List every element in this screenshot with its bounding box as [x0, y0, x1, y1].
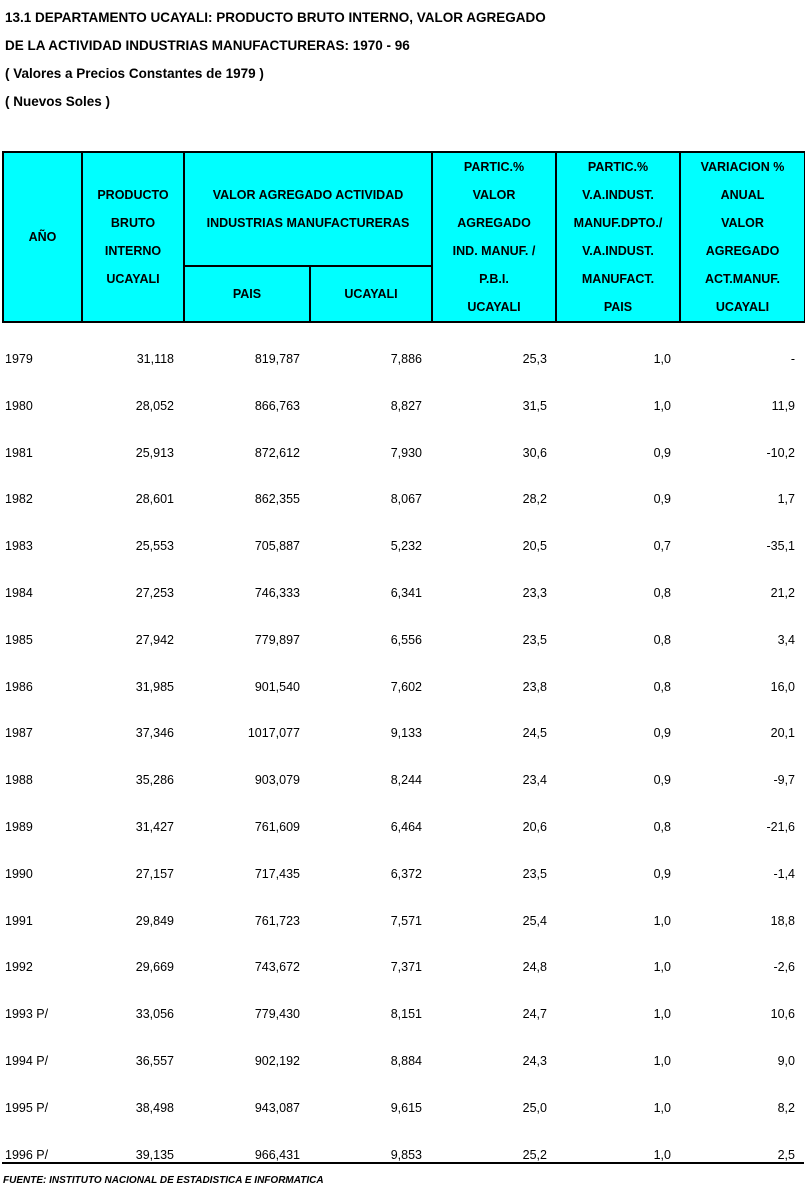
cell-ucayali: 6,556 — [390, 632, 422, 647]
cell-ucayali: 8,244 — [390, 773, 422, 788]
cell-pais: 966,431 — [254, 1147, 300, 1162]
table-row — [0, 443, 805, 463]
cell-partic-dpto: 0,9 — [653, 773, 671, 788]
cell-pais: 717,435 — [254, 866, 300, 881]
cell-partic-dpto: 0,7 — [653, 539, 671, 554]
cell-year: 1981 — [5, 445, 33, 460]
table-row — [0, 1051, 805, 1071]
cell-pbi: 27,942 — [135, 632, 174, 647]
cell-ucayali: 9,133 — [390, 726, 422, 741]
cell-year: 1992 — [5, 960, 33, 975]
cell-year: 1987 — [5, 726, 33, 741]
cell-partic-pbi: 23,8 — [522, 679, 547, 694]
cell-pbi: 39,135 — [135, 1147, 174, 1162]
cell-year: 1983 — [5, 539, 33, 554]
cell-pais: 902,192 — [254, 1054, 300, 1068]
cell-year: 1991 — [5, 913, 33, 928]
cell-ucayali: 9,615 — [390, 1100, 422, 1115]
cell-pais: 1017,077 — [247, 726, 300, 741]
cell-pbi: 31,985 — [135, 679, 174, 694]
cell-partic-pbi: 24,7 — [522, 1007, 547, 1022]
cell-variacion: 21,2 — [770, 586, 795, 600]
cell-year: 1988 — [5, 773, 33, 788]
cell-year: 1993 P/ — [5, 1007, 49, 1022]
cell-pais: 901,540 — [254, 679, 300, 694]
cell-variacion: 1,7 — [777, 492, 795, 507]
cell-partic-pbi: 23,5 — [522, 632, 547, 647]
table-row — [0, 677, 805, 697]
cell-partic-dpto: 0,9 — [653, 492, 671, 507]
cell-partic-pbi: 25,3 — [522, 352, 547, 366]
cell-partic-pbi: 31,5 — [522, 398, 547, 413]
cell-year: 1979 — [5, 352, 33, 366]
cell-pbi: 35,286 — [135, 773, 174, 788]
header-variacion: VARIACION % ANUAL VALOR AGREGADO ACT.MANUF. UCAYALI — [680, 152, 805, 322]
cell-pais: 872,612 — [254, 445, 300, 460]
cell-partic-dpto: 1,0 — [653, 913, 671, 928]
cell-pbi: 29,669 — [135, 960, 174, 975]
cell-partic-dpto: 0,8 — [653, 679, 671, 694]
cell-variacion: 9,0 — [777, 1054, 795, 1068]
header-anio: AÑO — [3, 152, 82, 322]
cell-partic-pbi: 25,4 — [522, 913, 547, 928]
table-row — [0, 911, 805, 931]
cell-variacion: -35,1 — [766, 539, 795, 554]
cell-partic-dpto: 0,9 — [653, 445, 671, 460]
cell-ucayali: 8,151 — [390, 1007, 422, 1022]
header-partic-dpto: PARTIC.% V.A.INDUST. MANUF.DPTO./ V.A.INDUST. MANUFACT. PAIS — [556, 152, 680, 322]
cell-partic-dpto: 1,0 — [653, 960, 671, 975]
cell-year: 1990 — [5, 866, 33, 881]
table-row — [0, 536, 805, 556]
cell-partic-pbi: 30,6 — [522, 445, 547, 460]
cell-partic-dpto: 1,0 — [653, 1054, 671, 1068]
cell-partic-dpto: 1,0 — [653, 1007, 671, 1022]
title-line-3: ( Valores a Precios Constantes de 1979 ) — [5, 66, 264, 81]
cell-partic-dpto: 1,0 — [653, 398, 671, 413]
header-ucayali: UCAYALI — [310, 266, 432, 322]
cell-partic-dpto: 0,9 — [653, 866, 671, 881]
cell-variacion: 10,6 — [770, 1007, 795, 1022]
cell-pbi: 25,553 — [135, 539, 174, 554]
cell-ucayali: 6,372 — [390, 866, 422, 881]
cell-ucayali: 5,232 — [390, 539, 422, 554]
cell-year: 1982 — [5, 492, 33, 507]
cell-ucayali: 6,464 — [390, 820, 422, 834]
cell-ucayali: 7,371 — [390, 960, 422, 975]
cell-pais: 862,355 — [254, 492, 300, 507]
cell-partic-dpto: 1,0 — [653, 352, 671, 366]
cell-pais: 746,333 — [254, 586, 300, 600]
cell-year: 1995 P/ — [5, 1100, 49, 1115]
table-row — [0, 630, 805, 650]
cell-partic-pbi: 24,5 — [522, 726, 547, 741]
cell-pbi: 33,056 — [135, 1007, 174, 1022]
cell-partic-pbi: 24,8 — [522, 960, 547, 975]
cell-variacion: 3,4 — [777, 632, 795, 647]
table-row — [0, 583, 805, 603]
cell-ucayali: 8,827 — [390, 398, 422, 413]
cell-ucayali: 7,930 — [390, 445, 422, 460]
cell-partic-pbi: 28,2 — [522, 492, 547, 507]
table-row — [0, 770, 805, 790]
cell-variacion: -2,6 — [773, 960, 795, 975]
cell-pais: 761,723 — [254, 913, 300, 928]
cell-partic-pbi: 25,2 — [522, 1147, 547, 1162]
cell-ucayali: 7,571 — [390, 913, 422, 928]
table-row — [0, 396, 805, 416]
cell-pais: 819,787 — [254, 352, 300, 366]
cell-variacion: -21,6 — [766, 820, 795, 834]
cell-partic-pbi: 25,0 — [522, 1100, 547, 1115]
source-footnote: FUENTE: INSTITUTO NACIONAL DE ESTADISTICA E INFORMATICA — [3, 1175, 324, 1186]
cell-pbi: 27,253 — [135, 586, 174, 600]
cell-ucayali: 9,853 — [390, 1147, 422, 1162]
cell-variacion: 20,1 — [770, 726, 795, 741]
cell-pbi: 28,601 — [135, 492, 174, 507]
header-partic-pbi: PARTIC.% VALOR AGREGADO IND. MANUF. / P.B.I. UCAYALI — [432, 152, 556, 322]
cell-variacion: - — [790, 352, 795, 366]
cell-pais: 761,609 — [254, 820, 300, 834]
table-row — [0, 1098, 805, 1118]
cell-year: 1984 — [5, 586, 33, 600]
cell-partic-dpto: 1,0 — [653, 1147, 671, 1162]
table-row — [0, 723, 805, 743]
cell-year: 1985 — [5, 632, 33, 647]
cell-partic-dpto: 0,9 — [653, 726, 671, 741]
cell-pbi: 25,913 — [135, 445, 174, 460]
document-title — [5, 8, 546, 120]
cell-ucayali: 7,602 — [390, 679, 422, 694]
title-line-2: DE LA ACTIVIDAD INDUSTRIAS MANUFACTURERAS: 1970 - 96 — [5, 38, 410, 53]
cell-partic-dpto: 0,8 — [653, 632, 671, 647]
cell-pbi: 31,118 — [136, 352, 174, 366]
cell-ucayali: 8,067 — [390, 492, 422, 507]
cell-variacion: 8,2 — [777, 1100, 795, 1115]
cell-variacion: 2,5 — [777, 1147, 795, 1162]
cell-partic-pbi: 24,3 — [522, 1054, 547, 1068]
table-header — [2, 151, 805, 323]
cell-partic-pbi: 23,4 — [522, 773, 547, 788]
cell-variacion: 18,8 — [770, 913, 795, 928]
cell-variacion: -10,2 — [766, 445, 795, 460]
cell-ucayali: 6,341 — [390, 586, 422, 600]
cell-pbi: 27,157 — [135, 866, 174, 881]
cell-pbi: 31,427 — [135, 820, 174, 834]
cell-year: 1989 — [5, 820, 33, 834]
cell-pais: 743,672 — [254, 960, 300, 975]
header-pbi: PRODUCTO BRUTO INTERNO UCAYALI — [82, 152, 184, 322]
table-row — [0, 1004, 805, 1024]
cell-pais: 943,087 — [254, 1100, 300, 1115]
cell-year: 1996 P/ — [5, 1147, 49, 1162]
cell-partic-dpto: 0,8 — [653, 820, 671, 834]
cell-partic-pbi: 23,5 — [522, 866, 547, 881]
cell-pbi: 28,052 — [135, 398, 174, 413]
cell-pais: 903,079 — [254, 773, 300, 788]
cell-partic-dpto: 0,8 — [653, 586, 671, 600]
cell-pbi: 36,557 — [135, 1054, 174, 1068]
bottom-rule — [2, 1162, 804, 1164]
cell-ucayali: 8,884 — [390, 1054, 422, 1068]
cell-year: 1980 — [5, 398, 33, 413]
cell-pbi: 37,346 — [135, 726, 174, 741]
table-row — [0, 489, 805, 509]
cell-variacion: 16,0 — [770, 679, 795, 694]
header-pais: PAIS — [184, 266, 310, 322]
table-row — [0, 864, 805, 884]
cell-pais: 779,897 — [254, 632, 300, 647]
cell-variacion: -1,4 — [773, 866, 795, 881]
cell-pais: 705,887 — [254, 539, 300, 554]
cell-partic-pbi: 20,5 — [522, 539, 547, 554]
header-valor-agregado: VALOR AGREGADO ACTIVIDAD INDUSTRIAS MANUFACTURERAS — [184, 152, 432, 266]
cell-year: 1994 P/ — [5, 1054, 49, 1068]
cell-pais: 779,430 — [254, 1007, 300, 1022]
cell-variacion: 11,9 — [771, 398, 795, 413]
cell-partic-dpto: 1,0 — [653, 1100, 671, 1115]
table-row — [0, 817, 805, 837]
cell-ucayali: 7,886 — [390, 352, 422, 366]
cell-year: 1986 — [5, 679, 33, 694]
cell-pais: 866,763 — [254, 398, 300, 413]
table-row — [0, 957, 805, 977]
cell-partic-pbi: 20,6 — [522, 820, 547, 834]
cell-pbi: 29,849 — [135, 913, 174, 928]
cell-variacion: -9,7 — [773, 773, 795, 788]
title-line-4: ( Nuevos Soles ) — [5, 94, 111, 109]
table-row — [0, 349, 805, 369]
title-line-1: 13.1 DEPARTAMENTO UCAYALI: PRODUCTO BRUTO INTERNO, VALOR AGREGADO — [5, 10, 546, 25]
cell-partic-pbi: 23,3 — [522, 586, 547, 600]
cell-pbi: 38,498 — [135, 1100, 174, 1115]
